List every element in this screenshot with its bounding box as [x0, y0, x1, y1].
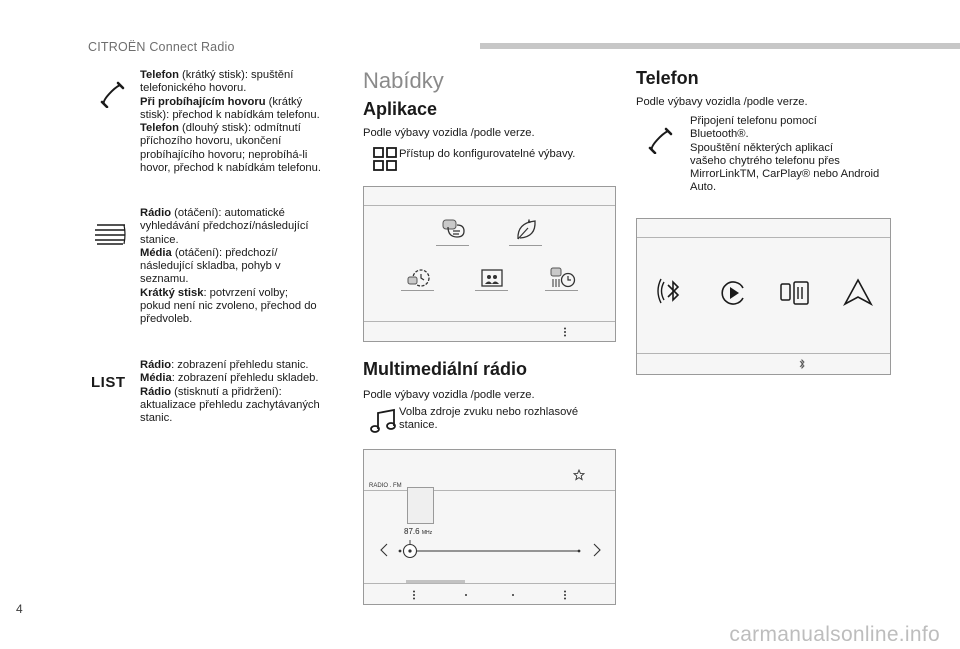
multimedia-radio-heading: Multimediální rádio — [363, 359, 528, 379]
list-button-label: LIST — [91, 374, 126, 391]
ventilation-grille-icon — [93, 223, 127, 245]
radio-control-description: Rádio (otáčení): automatické vyhledávání předchozí/následující stanice. Média (otáčení): předchozí/ následující skladba, pohyb v seznamu. Krátký stisk: potvrzení volby; pokud není nic zvoleno, přechod do předvoleb. — [140, 207, 317, 326]
band-label: RADIO . FM — [369, 483, 402, 489]
photo-gallery-icon[interactable] — [481, 269, 503, 287]
bluetooth-small-icon — [798, 358, 806, 370]
screen-top-divider — [637, 237, 890, 238]
chevron-right-icon[interactable] — [592, 543, 602, 557]
climate-timer-icon[interactable] — [550, 267, 576, 289]
screen-top-divider — [364, 490, 615, 491]
frequency-slider[interactable] — [397, 538, 583, 562]
star-icon[interactable] — [573, 469, 585, 481]
list-control-description: Rádio: zobrazení přehledu stanic. Média: zobrazení přehledu skladeb. Rádio (stisknutí a přidržení): aktualizace přehledu zachytávaných stanic. — [140, 359, 320, 425]
radio-screen — [363, 449, 616, 605]
play-icon[interactable] — [719, 279, 747, 307]
multimedia-radio-description: Volba zdroje zvuku nebo rozhlasové stanice. — [399, 406, 579, 432]
phone-icon — [98, 80, 128, 108]
station-artwork — [407, 487, 434, 524]
icon-underline — [401, 290, 434, 291]
screen-bottom-divider — [364, 321, 615, 322]
apps-grid-icon — [373, 147, 397, 171]
multimedia-radio-subtitle: Podle výbavy vozidla /podle verze. — [363, 389, 535, 401]
telefon-control-description: Telefon (krátký stisk): spuštění telefonického hovoru. Při probíhajícím hovoru (krátký stisk): přechod k nabídkám telefonu. Telefon (dlouhý stisk): odmítnutí příchozího hovoru, ukončení probíhajícího hovoru; neprobíhá-li hovor, přechod k nabídkám telefonu. — [140, 69, 321, 175]
icon-underline — [545, 290, 578, 291]
mirror-phone-icon[interactable] — [780, 281, 810, 305]
bluetooth-icon[interactable] — [657, 275, 689, 307]
music-note-icon — [370, 408, 398, 434]
dot-icon[interactable] — [464, 593, 468, 597]
voice-commands-icon[interactable] — [442, 219, 466, 241]
phone-icon — [646, 126, 676, 154]
icon-underline — [436, 245, 469, 246]
icon-underline — [475, 290, 508, 291]
chevron-left-icon[interactable] — [379, 543, 389, 557]
document-header-title: CITROËN Connect Radio — [88, 40, 235, 54]
screen-bottom-divider — [364, 583, 615, 584]
vehicle-settings-icon[interactable] — [407, 267, 431, 289]
android-auto-icon[interactable] — [843, 278, 873, 306]
watermark: carmanualsonline.info — [729, 623, 940, 646]
header-divider-bar — [480, 43, 960, 49]
screen-top-divider — [364, 205, 615, 206]
section-title: Nabídky — [363, 68, 444, 93]
applications-screen — [363, 186, 616, 342]
dot-icon[interactable] — [511, 593, 515, 597]
eco-leaf-icon[interactable] — [514, 219, 538, 241]
telefon-subtitle: Podle výbavy vozidla /podle verze. — [636, 96, 808, 108]
page-number: 4 — [16, 602, 23, 616]
telephone-screen — [636, 218, 891, 375]
aplikace-description: Přístup do konfigurovatelné výbavy. — [399, 148, 576, 160]
aplikace-subtitle: Podle výbavy vozidla /podle verze. — [363, 127, 535, 139]
icon-underline — [509, 245, 542, 246]
active-tab-indicator — [406, 580, 465, 583]
more-vert-icon[interactable] — [563, 590, 567, 600]
screen-bottom-divider — [637, 353, 890, 354]
telefon-description: Připojení telefonu pomocí Bluetooth®. Spouštění některých aplikací vašeho chytrého telefonu přes MirrorLinkTM, CarPlay® nebo Android Auto. — [690, 115, 880, 194]
aplikace-heading: Aplikace — [363, 99, 438, 119]
telefon-heading: Telefon — [636, 68, 699, 88]
more-vert-icon[interactable] — [412, 590, 416, 600]
more-vert-icon[interactable] — [563, 327, 567, 337]
frequency-display: 87.6 MHz — [404, 527, 433, 536]
